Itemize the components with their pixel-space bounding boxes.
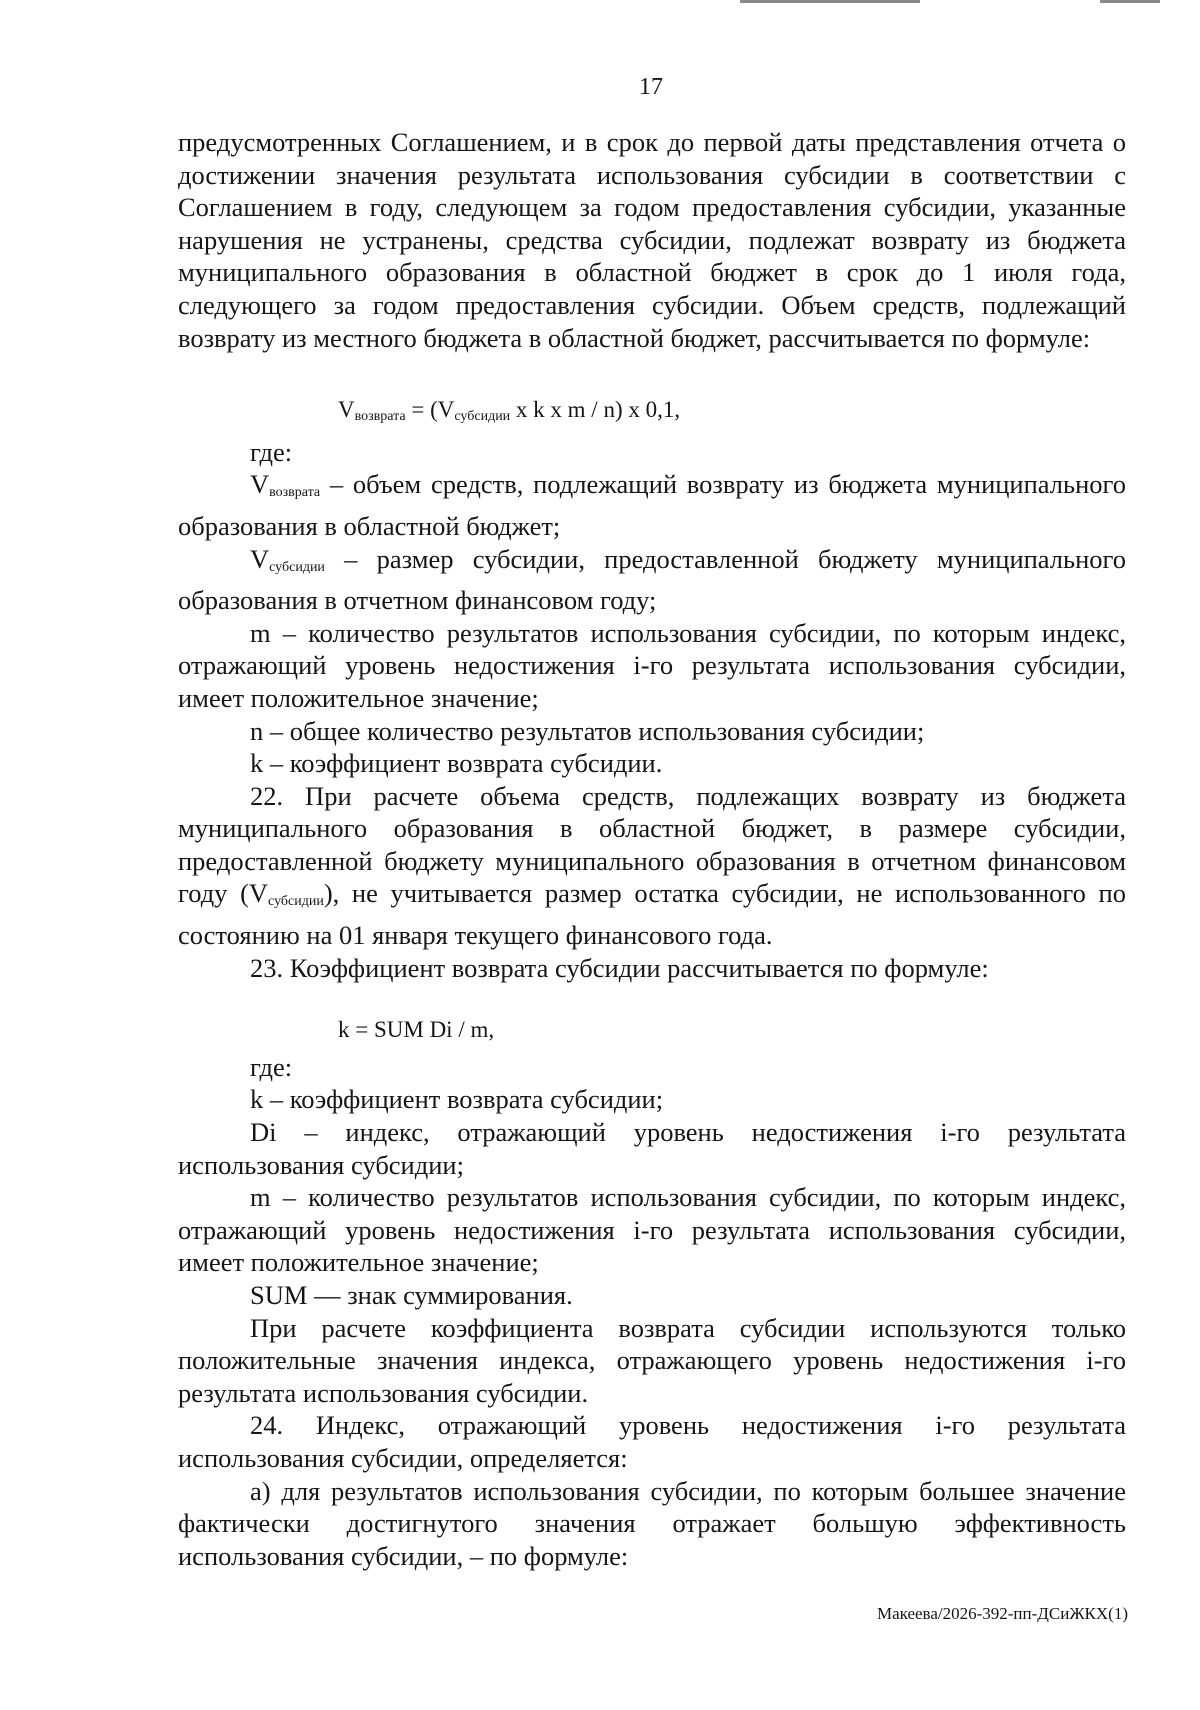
p22-subscript: субсидии	[268, 894, 324, 910]
formula-mid: = (V	[405, 397, 455, 423]
def-symbol-subscript: субсидии	[269, 559, 325, 575]
document-body	[178, 126, 1126, 1572]
formula-mid-subscript: субсидии	[454, 409, 511, 425]
definition-m: m – количество результатов использования субсидии, по которым индекс, отражающий уровень недостижения i-го результата использования субсидии, имеет положительное значение;	[178, 1182, 1126, 1278]
paragraph-continuation: предусмотренных Соглашением, и в срок до первой даты представления отчета о достижении значения результата использования субсидии в соответствии с Соглашением в году, следующем за годом предоставления субсидии, указанные нарушения не устранены, средства субсидии, подлежат возврату из бюджета муниципального образования в областной бюджет в срок до 1 июля года, следующего за годом предоставления субсидии. Объем средств, подлежащий возврату из местного бюджета в областной бюджет, рассчитывается по формуле:	[178, 127, 1126, 353]
def-text: – размер субсидии, предоставленной бюджету муниципального образования в отчетном финансовом году;	[178, 543, 1126, 616]
def-text: – объем средств, подлежащий возврату из бюджета муниципального образования в областной бюджет;	[178, 469, 1126, 541]
definition-n: n – общее количество результатов использования субсидии;	[250, 715, 925, 746]
formula-lhs-subscript: возврата	[354, 409, 406, 425]
def-symbol: V	[250, 543, 270, 574]
where-label: где:	[250, 1051, 293, 1082]
formula-lhs: V	[338, 397, 355, 423]
scan-artifact-top	[740, 0, 920, 3]
definition-v-subsidii	[178, 543, 1126, 617]
paragraph-24a: а) для результатов использования субсидии, по которым большее значение фактически достигнутого значения отражает большую эффективность использования субсидии, – по формуле:	[178, 1475, 1126, 1571]
definition-v-vozvrata	[178, 468, 1126, 542]
page-number: 17	[639, 74, 663, 100]
formula-coefficient: k = SUM Di / m,	[338, 1017, 495, 1043]
p22-text-a: 22. При расчете объема средств, подлежащих возврату из бюджета муниципального образования в областной бюджет, в размере субсидии, предоставленной бюджету муниципального образования в отчетном финансовом году (V	[178, 780, 1126, 909]
paragraph-positive-values: При расчете коэффициента возврата субсидии используются только положительные значения индекса, отражающего уровень недостижения i-го результата использования субсидии.	[178, 1312, 1126, 1408]
scan-artifact-top-right	[1100, 0, 1160, 3]
document-registration-code: Макеева/2026-392-пп-ДСиЖКХ(1)	[876, 1604, 1128, 1623]
definition-sum: SUM — знак суммирования.	[250, 1280, 573, 1310]
def-symbol: V	[250, 469, 270, 500]
formula-return-volume	[178, 394, 1126, 434]
paragraph-23: 23. Коэффициент возврата субсидии рассчитывается по формуле:	[250, 952, 989, 983]
definition-k: k – коэффициент возврата субсидии;	[250, 1084, 664, 1115]
def-symbol-subscript: возврата	[269, 485, 321, 501]
paragraph-22	[178, 780, 1126, 952]
where-label: где:	[250, 436, 293, 467]
definition-di: Di – индекс, отражающий уровень недостижения i-го результата использования субсидии;	[178, 1117, 1126, 1180]
definition-m: m – количество результатов использования субсидии, по которым индекс, отражающий уровень недостижения i-го результата использования субсидии, имеет положительное значение;	[178, 617, 1126, 713]
definition-k: k – коэффициент возврата субсидии.	[250, 748, 663, 779]
paragraph-24: 24. Индекс, отражающий уровень недостижения i-го результата использования субсидии, определяется:	[178, 1410, 1126, 1473]
formula-rest: x k x m / n) x 0,1,	[510, 397, 681, 423]
p22-text-b: ), не учитывается размер остатка субсидии, не использованного по состоянию на 01 января текущего финансового года.	[178, 878, 1126, 951]
